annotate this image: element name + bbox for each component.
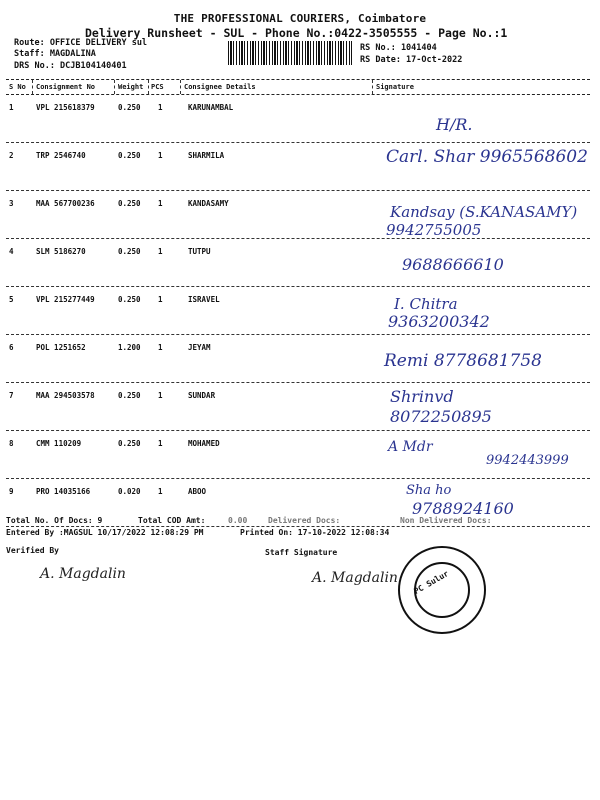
verified-signature: A. Magdalin — [40, 566, 126, 582]
table-row — [6, 95, 590, 143]
row-weight: 0.250 — [118, 247, 141, 256]
table-row — [6, 239, 590, 287]
handwritten-signature: H/R. — [436, 115, 473, 134]
barcode-image — [228, 41, 352, 65]
runsheet-subtitle: Delivery Runsheet - SUL - Phone No.:0422-3505555 - Page No.:1 — [85, 26, 508, 40]
row-consignee: KARUNAMBAL — [188, 103, 234, 112]
row-sno: 7 — [9, 391, 14, 400]
handwritten-phone: 9942443999 — [486, 453, 569, 468]
rs-date: RS Date: 17-Oct-2022 — [360, 55, 463, 65]
route-label: Route: OFFICE DELIVERY sul — [14, 38, 148, 48]
row-pcs: 1 — [158, 247, 163, 256]
row-consignment: VPL 215277449 — [36, 295, 95, 304]
row-sno: 2 — [9, 151, 14, 160]
row-sno: 8 — [9, 439, 14, 448]
handwritten-phone: 9942755005 — [386, 221, 482, 239]
row-weight: 0.250 — [118, 103, 141, 112]
row-weight: 0.250 — [118, 295, 141, 304]
row-weight: 0.250 — [118, 151, 141, 160]
table-row — [6, 191, 590, 239]
runsheet-table — [6, 79, 590, 527]
handwritten-signature: Remi 8778681758 — [384, 351, 542, 371]
row-weight: 0.250 — [118, 391, 141, 400]
handwritten-signature: Sha ho — [406, 483, 452, 498]
row-consignee: JEYAM — [188, 343, 211, 352]
handwritten-phone: 9688666610 — [402, 255, 504, 274]
col-sno: S No — [9, 83, 26, 91]
staff-signature-label: Staff Signature — [265, 548, 338, 557]
row-pcs: 1 — [158, 103, 163, 112]
col-weight: Weight — [118, 83, 144, 91]
row-consignment: SLM 5186270 — [36, 247, 86, 256]
col-signature: Signature — [376, 83, 414, 91]
handwritten-signature: Kandsay (S.KANASAMY) — [390, 203, 578, 221]
row-weight: 0.020 — [118, 487, 141, 496]
cod-value: 0.00 — [228, 516, 248, 525]
row-weight: 0.250 — [118, 199, 141, 208]
row-consignee: ISRAVEL — [188, 295, 220, 304]
handwritten-signature: A Mdr — [388, 439, 433, 455]
row-consignment: CMM 110209 — [36, 439, 82, 448]
col-divider — [114, 80, 115, 94]
rs-number: RS No.: 1041404 — [360, 43, 437, 53]
row-consignee: MOHAMED — [188, 439, 220, 448]
table-header — [6, 79, 590, 95]
handwritten-phone: 9788924160 — [412, 499, 514, 518]
col-divider — [32, 80, 33, 94]
printed-on: Printed On: 17-10-2022 12:08:34 — [240, 528, 390, 537]
cod-label: Total COD Amt: — [138, 516, 206, 525]
company-title: THE PROFESSIONAL COURIERS, Coimbatore — [173, 12, 427, 25]
row-pcs: 1 — [158, 439, 163, 448]
row-consignee: SUNDAR — [188, 391, 216, 400]
row-consignee: SHARMILA — [188, 151, 225, 160]
handwritten-signature: Carl. Shar 9965568602 — [386, 147, 588, 167]
handwritten-phone: 8072250895 — [390, 407, 492, 426]
non-delivered-docs: Non Delivered Docs: — [400, 516, 492, 525]
row-consignee: KANDASAMY — [188, 199, 229, 208]
table-row — [6, 383, 590, 431]
row-pcs: 1 — [158, 343, 163, 352]
row-sno: 5 — [9, 295, 14, 304]
row-sno: 1 — [9, 103, 14, 112]
table-row — [6, 335, 590, 383]
col-divider — [372, 80, 373, 94]
row-pcs: 1 — [158, 391, 163, 400]
handwritten-signature: I. Chitra — [394, 295, 458, 313]
row-pcs: 1 — [158, 487, 163, 496]
table-row — [6, 143, 590, 191]
staff-signature: A. Magdalin — [312, 570, 398, 586]
row-pcs: 1 — [158, 199, 163, 208]
table-row — [6, 431, 590, 479]
row-consignee: TUTPU — [188, 247, 211, 256]
table-row — [6, 287, 590, 335]
col-consignee: Consignee Details — [184, 83, 256, 91]
row-pcs: 1 — [158, 295, 163, 304]
row-sno: 6 — [9, 343, 14, 352]
col-divider — [180, 80, 181, 94]
row-consignment: MAA 294503578 — [36, 391, 95, 400]
row-consignment: PRO 14035166 — [36, 487, 91, 496]
total-docs: Total No. Of Docs: 9 — [6, 516, 103, 525]
drs-number: DRS No.: DCJB104140401 — [14, 61, 127, 71]
row-consignment: VPL 215618379 — [36, 103, 95, 112]
staff-label: Staff: MAGDALINA — [14, 49, 96, 59]
col-consignment: Consignment No — [36, 83, 96, 91]
col-pcs: PCS — [151, 83, 164, 91]
verified-by-label: Verified By — [6, 546, 59, 555]
row-weight: 0.250 — [118, 439, 141, 448]
entered-by: Entered By :MAGSUL 10/17/2022 12:08:29 PM — [6, 528, 204, 537]
row-sno: 3 — [9, 199, 14, 208]
row-sno: 4 — [9, 247, 14, 256]
row-consignee: ABOO — [188, 487, 207, 496]
row-consignment: MAA 567700236 — [36, 199, 95, 208]
handwritten-phone: 9363200342 — [388, 312, 490, 331]
row-sno: 9 — [9, 487, 14, 496]
row-consignment: POL 1251652 — [36, 343, 86, 352]
row-consignment: TRP 2546740 — [36, 151, 86, 160]
office-stamp — [398, 546, 486, 634]
row-pcs: 1 — [158, 151, 163, 160]
row-weight: 1.200 — [118, 343, 141, 352]
delivered-docs: Delivered Docs: — [268, 516, 341, 525]
handwritten-signature: Shrinvd — [390, 387, 454, 406]
stamp-text: PC Sulur — [412, 568, 451, 597]
col-divider — [148, 80, 149, 94]
